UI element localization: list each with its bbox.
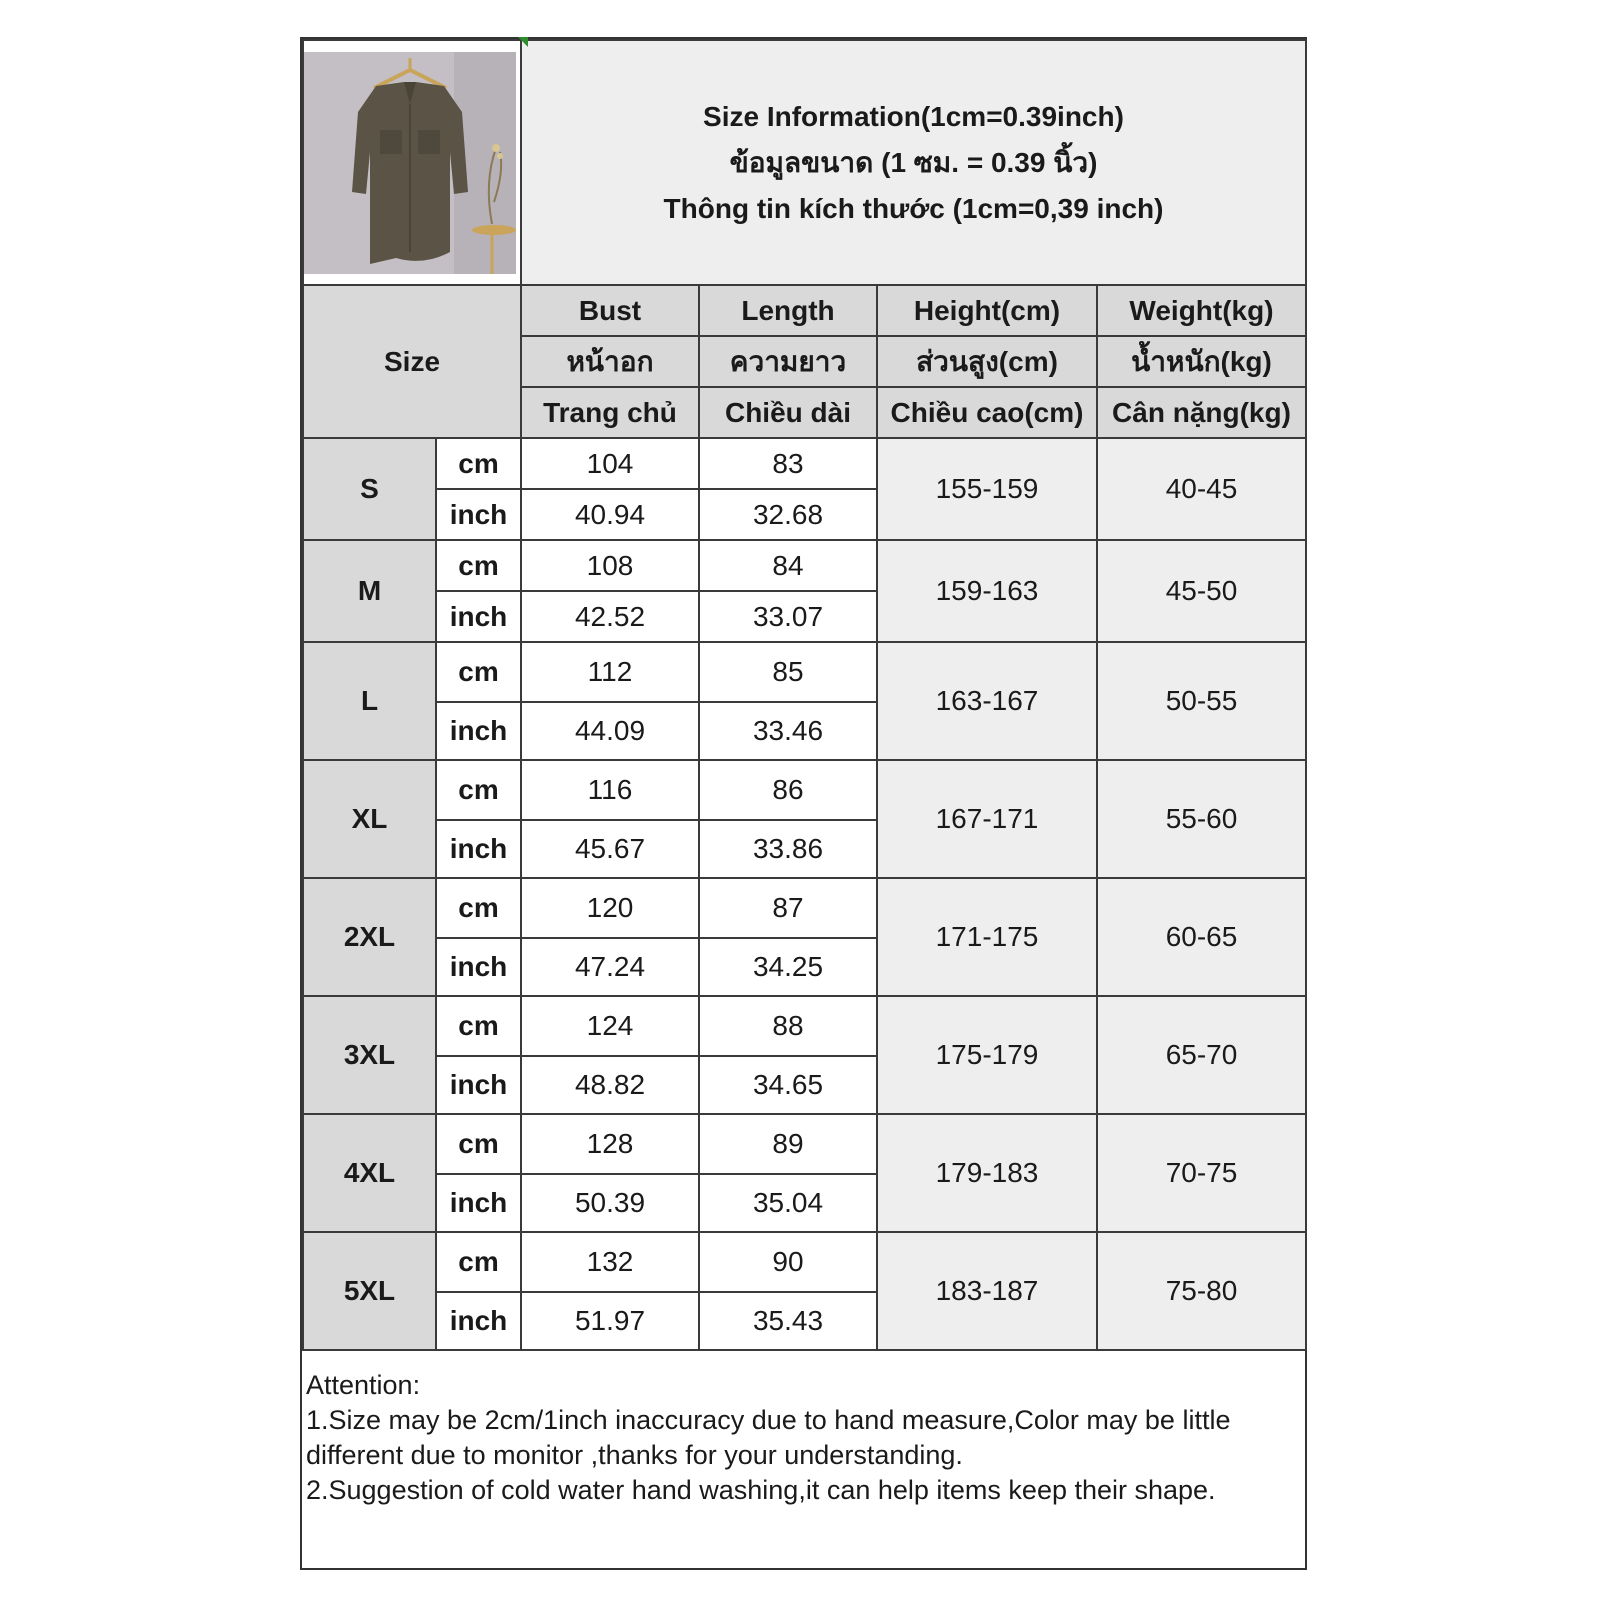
- weight-range: 65-70: [1097, 996, 1306, 1114]
- size-table: [302, 39, 1307, 1351]
- bust-inch: 47.24: [521, 938, 699, 996]
- weight-range: 45-50: [1097, 540, 1306, 642]
- size-label: L: [303, 642, 436, 760]
- table-row: [303, 1114, 1306, 1174]
- length-cm: 87: [699, 878, 877, 938]
- height-range: 159-163: [877, 540, 1097, 642]
- bust-inch: 44.09: [521, 702, 699, 760]
- product-photo-cell: [303, 40, 521, 285]
- height-range: 175-179: [877, 996, 1097, 1114]
- col-weight-en: Weight(kg): [1097, 285, 1306, 336]
- size-chart: [300, 37, 1307, 1570]
- title-vietnamese: Thông tin kích thước (1cm=0,39 inch): [663, 192, 1164, 224]
- unit-inch: inch: [436, 591, 521, 642]
- unit-cm: cm: [436, 438, 521, 489]
- table-row: [303, 878, 1306, 938]
- table-row: [303, 438, 1306, 489]
- bust-inch: 42.52: [521, 591, 699, 642]
- col-height-vi: Chiều cao(cm): [877, 387, 1097, 438]
- height-range: 163-167: [877, 642, 1097, 760]
- product-photo: [304, 52, 516, 274]
- length-cm: 83: [699, 438, 877, 489]
- unit-cm: cm: [436, 1114, 521, 1174]
- col-weight-vi: Cân nặng(kg): [1097, 387, 1306, 438]
- height-range: 183-187: [877, 1232, 1097, 1350]
- attention-note-1: 1.Size may be 2cm/1inch inaccuracy due to hand measure,Color may be little different due to monitor ,thanks for your understanding.: [306, 1405, 1231, 1470]
- shirt-dress-photo: [304, 52, 516, 274]
- size-label: 5XL: [303, 1232, 436, 1350]
- title-english: Size Information(1cm=0.39inch): [703, 100, 1124, 132]
- length-inch: 33.86: [699, 820, 877, 878]
- bust-cm: 104: [521, 438, 699, 489]
- bust-inch: 50.39: [521, 1174, 699, 1232]
- length-cm: 90: [699, 1232, 877, 1292]
- bust-inch: 40.94: [521, 489, 699, 540]
- unit-cm: cm: [436, 760, 521, 820]
- attention-note-2: 2.Suggestion of cold water hand washing,it can help items keep their shape.: [306, 1475, 1216, 1505]
- table-row: [303, 540, 1306, 591]
- weight-range: 50-55: [1097, 642, 1306, 760]
- size-label: 4XL: [303, 1114, 436, 1232]
- col-bust-en: Bust: [521, 285, 699, 336]
- length-inch: 32.68: [699, 489, 877, 540]
- bust-inch: 48.82: [521, 1056, 699, 1114]
- bust-inch: 51.97: [521, 1292, 699, 1350]
- size-label: M: [303, 540, 436, 642]
- table-row: [303, 760, 1306, 820]
- bust-cm: 132: [521, 1232, 699, 1292]
- cell-corner-marker: [518, 37, 528, 47]
- unit-cm: cm: [436, 1232, 521, 1292]
- size-label: S: [303, 438, 436, 540]
- length-inch: 33.46: [699, 702, 877, 760]
- title-thai: ข้อมูลขนาด (1 ซม. = 0.39 นิ้ว): [729, 146, 1098, 178]
- bust-inch: 45.67: [521, 820, 699, 878]
- unit-inch: inch: [436, 1292, 521, 1350]
- length-cm: 84: [699, 540, 877, 591]
- unit-inch: inch: [436, 489, 521, 540]
- length-cm: 88: [699, 996, 877, 1056]
- bust-cm: 112: [521, 642, 699, 702]
- unit-cm: cm: [436, 996, 521, 1056]
- bust-cm: 128: [521, 1114, 699, 1174]
- weight-range: 70-75: [1097, 1114, 1306, 1232]
- size-label: 2XL: [303, 878, 436, 996]
- unit-inch: inch: [436, 702, 521, 760]
- unit-inch: inch: [436, 1056, 521, 1114]
- length-cm: 85: [699, 642, 877, 702]
- col-height-en: Height(cm): [877, 285, 1097, 336]
- attention-heading: Attention:: [306, 1370, 421, 1400]
- col-length-vi: Chiều dài: [699, 387, 877, 438]
- bust-cm: 116: [521, 760, 699, 820]
- height-range: 171-175: [877, 878, 1097, 996]
- unit-cm: cm: [436, 540, 521, 591]
- table-row: [303, 642, 1306, 702]
- height-range: 179-183: [877, 1114, 1097, 1232]
- title-cell: [521, 40, 1306, 285]
- col-bust-vi: Trang chủ: [521, 387, 699, 438]
- length-inch: 35.43: [699, 1292, 877, 1350]
- unit-inch: inch: [436, 1174, 521, 1232]
- height-range: 167-171: [877, 760, 1097, 878]
- bust-cm: 108: [521, 540, 699, 591]
- col-weight-th: น้ำหนัก(kg): [1097, 336, 1306, 387]
- size-label: 3XL: [303, 996, 436, 1114]
- bust-cm: 124: [521, 996, 699, 1056]
- col-bust-th: หน้าอก: [521, 336, 699, 387]
- size-label: XL: [303, 760, 436, 878]
- weight-range: 55-60: [1097, 760, 1306, 878]
- weight-range: 75-80: [1097, 1232, 1306, 1350]
- table-row: [303, 1232, 1306, 1292]
- col-height-th: ส่วนสูง(cm): [877, 336, 1097, 387]
- unit-cm: cm: [436, 878, 521, 938]
- weight-range: 60-65: [1097, 878, 1306, 996]
- height-range: 155-159: [877, 438, 1097, 540]
- attention-notes: [300, 1364, 1303, 1512]
- unit-cm: cm: [436, 642, 521, 702]
- table-row: [303, 996, 1306, 1056]
- unit-inch: inch: [436, 820, 521, 878]
- length-inch: 35.04: [699, 1174, 877, 1232]
- length-cm: 89: [699, 1114, 877, 1174]
- bust-cm: 120: [521, 878, 699, 938]
- weight-range: 40-45: [1097, 438, 1306, 540]
- unit-inch: inch: [436, 938, 521, 996]
- col-length-th: ความยาว: [699, 336, 877, 387]
- length-inch: 33.07: [699, 591, 877, 642]
- length-inch: 34.25: [699, 938, 877, 996]
- length-cm: 86: [699, 760, 877, 820]
- length-inch: 34.65: [699, 1056, 877, 1114]
- col-length-en: Length: [699, 285, 877, 336]
- size-header: Size: [303, 285, 521, 438]
